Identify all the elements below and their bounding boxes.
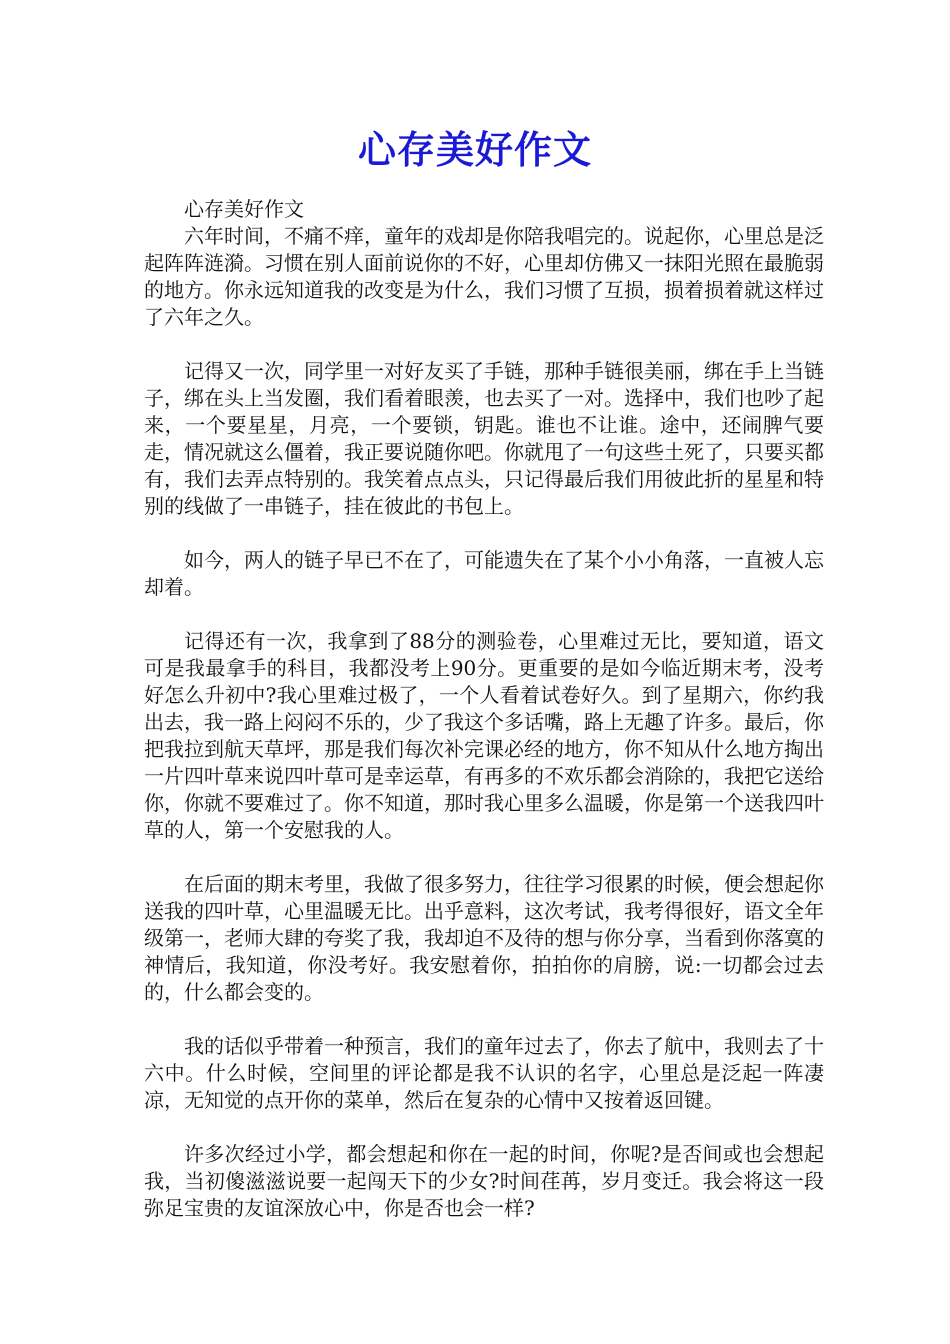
paragraph-1: 六年时间，不痛不痒，童年的戏却是你陪我唱完的。说起你，心里总是泛起阵阵涟漪。习惯在别人面前说你的不好，心里却仿佛又一抹阳光照在最脆弱的地方。你永远知道我的改变是为什么，我们习惯了互损，损着损着就这样过了六年之久。 bbox=[144, 224, 824, 329]
paragraph-3: 如今，两人的链子早已不在了，可能遗失在了某个小小角落，一直被人忘却着。 bbox=[144, 548, 824, 599]
paragraph-7: 许多次经过小学，都会想起和你在一起的时间，你呢?是否间或也会想起我，当初傻滋滋说要一起闯天下的少女?时间荏苒，岁月变迁。我会将这一段弥足宝贵的友谊深放心中，你是否也会一样? bbox=[144, 1142, 824, 1220]
document-title: 心存美好作文 bbox=[357, 127, 592, 172]
document-body bbox=[144, 196, 824, 1249]
paragraph-5: 在后面的期末考里，我做了很多努力，往往学习很累的时候，便会想起你送我的四叶草，心里温暖无比。出乎意料，这次考试，我考得很好，语文全年级第一，老师大肆的夸奖了我，我却迫不及待的想与你分享，当看到你落寞的神情后，我知道，你没考好。我安慰着你，拍拍你的肩膀，说:一切都会过去的，什么都会变的。 bbox=[144, 872, 824, 1004]
paragraph-4: 记得还有一次，我拿到了88分的测验卷，心里难过无比，要知道，语文可是我最拿手的科目，我都没考上90分。更重要的是如今临近期末考，没考好怎么升初中?我心里难过极了，一个人看着试卷好久。到了星期六，你约我出去，我一路上闷闷不乐的，少了我这个多话嘴，路上无趣了许多。最后，你把我拉到航天草坪，那是我们每次补完课必经的地方，你不知从什么地方掏出一片四叶草来说四叶草可是幸运草，有再多的不欢乐都会消除的，我把它送给你，你就不要难过了。你不知道，那时我心里多么温暖，你是第一个送我四叶草的人，第一个安慰我的人。 bbox=[144, 629, 824, 842]
paragraph-2: 记得又一次，同学里一对好友买了手链，那种手链很美丽，绑在手上当链子，绑在头上当发圈，我们看着眼羡，也去买了一对。选择中，我们也吵了起来，一个要星星，月亮，一个要锁，钥匙。谁也不让谁。途中，还闹脾气要走，情况就这么僵着，我正要说随你吧。你就甩了一句这些土死了，只要买都有，我们去弄点特别的。我笑着点点头，只记得最后我们用彼此折的星星和特别的线做了一串链子，挂在彼此的书包上。 bbox=[144, 359, 824, 518]
paragraph-6: 我的话似乎带着一种预言，我们的童年过去了，你去了航中，我则去了十六中。什么时候，空间里的评论都是我不认识的名字，心里总是泛起一阵凄凉，无知觉的点开你的菜单，然后在复杂的心情中又按着返回键。 bbox=[144, 1034, 824, 1112]
subtitle-line: 心存美好作文 bbox=[184, 197, 304, 221]
